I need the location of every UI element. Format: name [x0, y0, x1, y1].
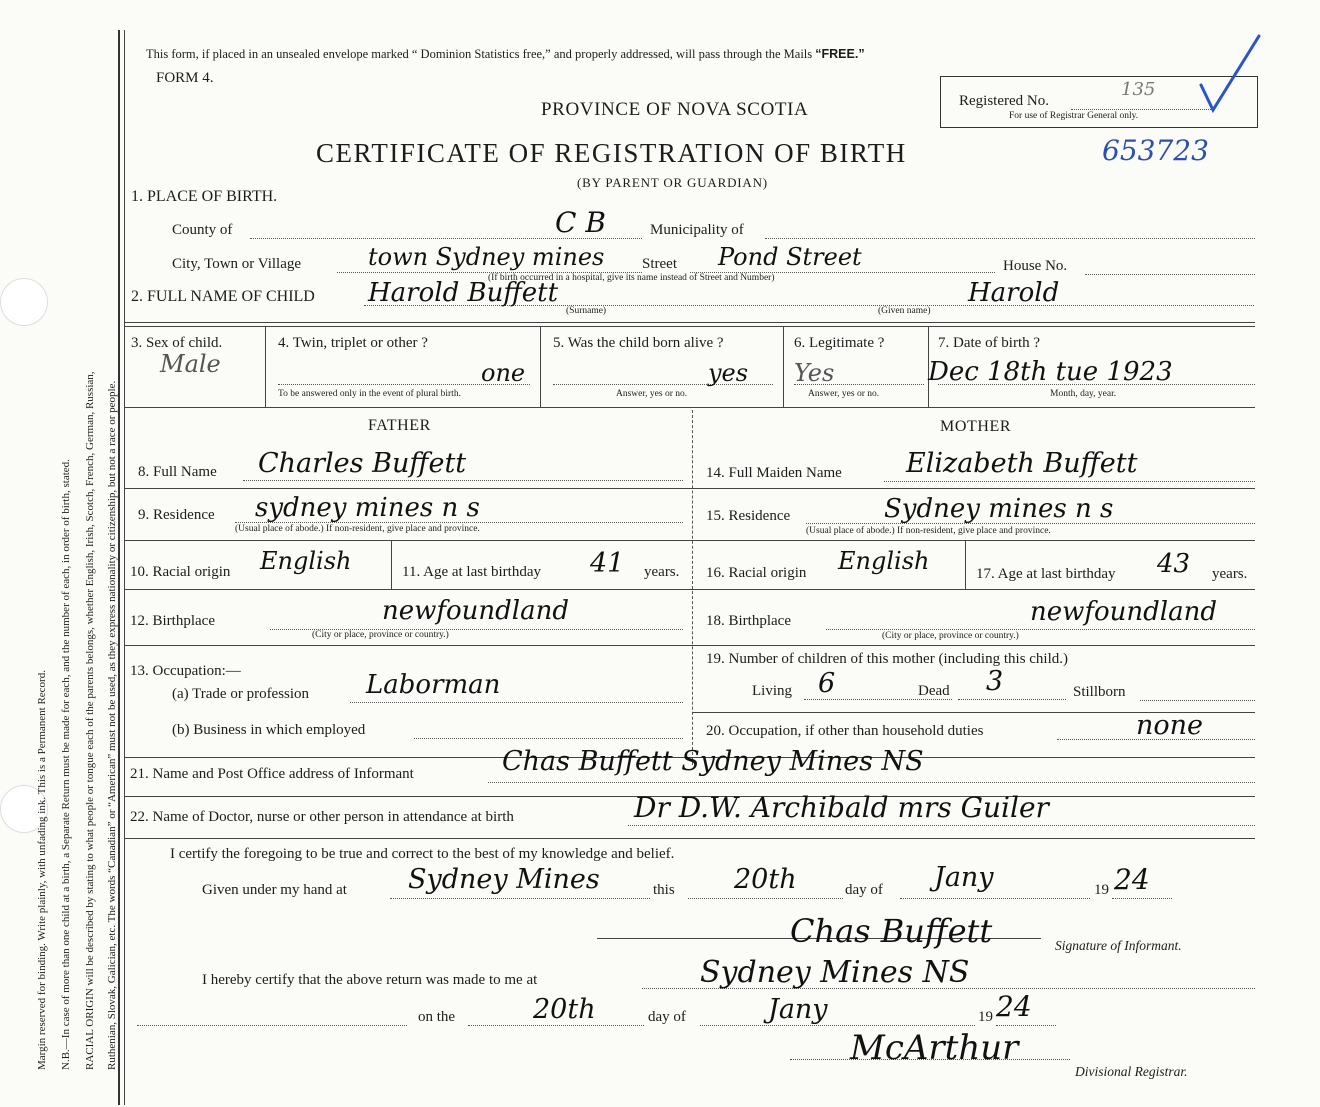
certification-statement: I certify the foregoing to be true and correct to the best of my knowledge and belief.: [170, 846, 675, 862]
province-heading: PROVINCE OF NOVA SCOTIA: [541, 99, 809, 120]
margin-note-racial-origin: RACIAL ORIGIN will be described by stating to what people or tongue each of the parents belongs, whether English, Irish, Scotch, French, German, Russian,: [84, 371, 96, 1070]
informant-label: 21. Name and Post Office address of Informant: [130, 766, 414, 782]
mother-name-label: 14. Full Maiden Name: [706, 465, 842, 481]
street-value: Pond Street: [718, 243, 862, 271]
registrar-place-value: Sydney Mines NS: [700, 955, 970, 990]
father-birthplace-value: newfoundland: [382, 596, 570, 626]
date-of-birth-value: Dec 18th tue 1923: [928, 357, 1173, 387]
mother-age-value: 43: [1157, 549, 1191, 579]
mother-residence-value: Sydney mines n s: [884, 494, 1114, 524]
hospital-note: (If birth occurred in a hospital, give its name instead of Street and Number): [488, 273, 775, 283]
child-given-name-value: Harold: [968, 278, 1060, 308]
twin-note: To be answered only in the event of plural birth.: [278, 389, 461, 399]
father-birthplace-label: 12. Birthplace: [130, 613, 215, 629]
legitimate-note: Answer, yes or no.: [808, 389, 880, 399]
mother-children-label: 19. Number of children of this mother (including this child.): [706, 651, 1069, 667]
given-place-value: Sydney Mines: [408, 864, 600, 895]
margin-note-multiple-births: N.B.—In case of more than one child at a birth, a Separate Return must be made for each, and the number of each, in order of birth, stated.: [60, 459, 72, 1070]
attendant-label: 22. Name of Doctor, nurse or other person in attendance at birth: [130, 809, 514, 825]
place-of-birth-heading: 1. PLACE OF BIRTH.: [131, 188, 278, 205]
alive-note: Answer, yes or no.: [616, 389, 688, 399]
city-label: City, Town or Village: [172, 256, 302, 272]
date-of-birth-note: Month, day, year.: [1050, 389, 1117, 399]
mother-residence-label: 15. Residence: [706, 508, 791, 524]
rule: [124, 326, 1255, 327]
mother-occupation-label: 20. Occupation, if other than household duties: [706, 723, 984, 739]
registrar-signature-caption: Divisional Registrar.: [1075, 1064, 1188, 1079]
informant-value: Chas Buffett Sydney Mines NS: [502, 746, 924, 777]
certificate-title: CERTIFICATE OF REGISTRATION OF BIRTH: [316, 138, 907, 168]
father-residence-value: sydney mines n s: [255, 493, 480, 523]
mother-years-label: years.: [1212, 566, 1248, 582]
mother-residence-note: (Usual place of abode.) If non-resident, give place and province.: [806, 526, 1051, 536]
sex-label: 3. Sex of child.: [131, 335, 223, 351]
father-name-value: Charles Buffett: [258, 448, 467, 479]
punch-hole: [0, 278, 48, 326]
rule: [124, 322, 1255, 323]
father-business-label: (b) Business in which employed: [172, 722, 366, 738]
mother-name-value: Elizabeth Buffett: [906, 448, 1138, 479]
registrar-day-of-label: day of: [648, 1009, 686, 1025]
checkmark-icon: [1195, 30, 1265, 115]
stillborn-label: Stillborn: [1073, 684, 1126, 700]
child-surname-value: Harold Buffett: [368, 278, 559, 308]
father-birthplace-note: (City or place, province or country.): [312, 630, 449, 640]
father-trade-value: Laborman: [366, 670, 501, 700]
informant-signature-caption: Signature of Informant.: [1055, 938, 1182, 953]
dead-value: 3: [986, 666, 1004, 697]
street-label: Street: [642, 256, 677, 272]
date-of-birth-label: 7. Date of birth ?: [938, 335, 1041, 351]
given-under-hand-label: Given under my hand at: [202, 882, 347, 898]
registrar-use-note: For use of Registrar General only.: [1009, 111, 1139, 121]
mother-birthplace-note: (City or place, province or country.): [882, 631, 1019, 641]
municipality-label: Municipality of: [650, 222, 744, 238]
living-label: Living: [752, 683, 792, 699]
postage-notice: This form, if placed in an unsealed envelope marked “ Dominion Statistics free,” and properly addressed, will pass through the Mails “FREE.”: [146, 47, 865, 61]
margin-note-nationality: Ruthenian, Slovak, Galician, etc. The words “Canadian” or “American” must not be used, as they express nationality or citizenship, but not a race or people.: [106, 380, 118, 1070]
father-age-label: 11. Age at last birthday: [402, 564, 541, 580]
struck-number: 135: [1121, 79, 1156, 100]
father-trade-label: (a) Trade or profession: [172, 686, 310, 702]
form-number: FORM 4.: [156, 70, 214, 86]
alive-label: 5. Was the child born alive ?: [553, 335, 724, 351]
mother-birthplace-value: newfoundland: [1030, 597, 1218, 627]
father-racial-value: English: [260, 547, 352, 575]
father-name-label: 8. Full Name: [138, 464, 217, 480]
mother-racial-label: 16. Racial origin: [706, 565, 807, 581]
registrar-month-value: Jany: [768, 994, 828, 1025]
binding-rule: [118, 30, 120, 1105]
on-the-label: on the: [418, 1009, 456, 1025]
attendant-value: Dr D.W. Archibald mrs Guiler: [634, 791, 1049, 824]
day-value: 20th: [734, 864, 797, 895]
twin-value: one: [481, 359, 526, 387]
surname-caption: (Surname): [566, 306, 607, 316]
city-value: town Sydney mines: [368, 243, 605, 271]
registered-number-value: 653723: [1102, 134, 1209, 167]
registrar-year-value: 24: [996, 990, 1032, 1023]
this-label: this: [653, 882, 675, 898]
father-occupation-label: 13. Occupation:—: [130, 663, 241, 679]
mother-birthplace-label: 18. Birthplace: [706, 613, 791, 629]
father-residence-label: 9. Residence: [138, 507, 215, 523]
registrar-signature: McArthur: [850, 1028, 1019, 1068]
father-years-label: years.: [644, 564, 680, 580]
certificate-subtitle: (BY PARENT OR GUARDIAN): [577, 175, 768, 190]
legitimate-label: 6. Legitimate ?: [794, 335, 885, 351]
mother-racial-value: English: [838, 547, 930, 575]
twin-label: 4. Twin, triplet or other ?: [278, 335, 428, 351]
month-value: Jany: [934, 862, 994, 893]
alive-value: yes: [708, 359, 749, 387]
registrar-statement: I hereby certify that the above return was made to me at: [202, 972, 538, 988]
registered-no-label: Registered No.: [959, 93, 1049, 109]
child-name-label: 2. FULL NAME OF CHILD: [131, 288, 315, 305]
informant-signature: Chas Buffett: [790, 912, 993, 950]
father-heading: FATHER: [368, 417, 431, 434]
year-prefix: 19: [1094, 882, 1109, 898]
county-label: County of: [172, 222, 233, 238]
binding-rule-inner: [124, 30, 125, 1105]
binding-margin: [8, 30, 116, 1105]
mother-age-label: 17. Age at last birthday: [976, 566, 1116, 582]
father-racial-label: 10. Racial origin: [130, 564, 231, 580]
registrar-day-value: 20th: [533, 994, 596, 1025]
living-value: 6: [818, 668, 836, 699]
sex-value: Male: [160, 350, 221, 378]
given-name-caption: (Given name): [878, 306, 931, 316]
margin-note-binding: Margin reserved for binding. Write plainly, with unfading ink. This is a Permanent Record.: [36, 670, 48, 1070]
legitimate-value: Yes: [794, 359, 835, 387]
day-of-label: day of: [845, 882, 883, 898]
year-value: 24: [1114, 863, 1150, 896]
county-value: C B: [555, 206, 606, 239]
registrar-year-prefix: 19: [978, 1009, 993, 1025]
house-number-label: House No.: [1003, 258, 1068, 274]
dead-label: Dead: [918, 683, 950, 699]
mother-heading: MOTHER: [940, 418, 1012, 435]
father-age-value: 41: [590, 548, 625, 579]
father-residence-note: (Usual place of abode.) If non-resident, give place and province.: [235, 524, 480, 534]
mother-occupation-value: none: [1136, 710, 1204, 741]
